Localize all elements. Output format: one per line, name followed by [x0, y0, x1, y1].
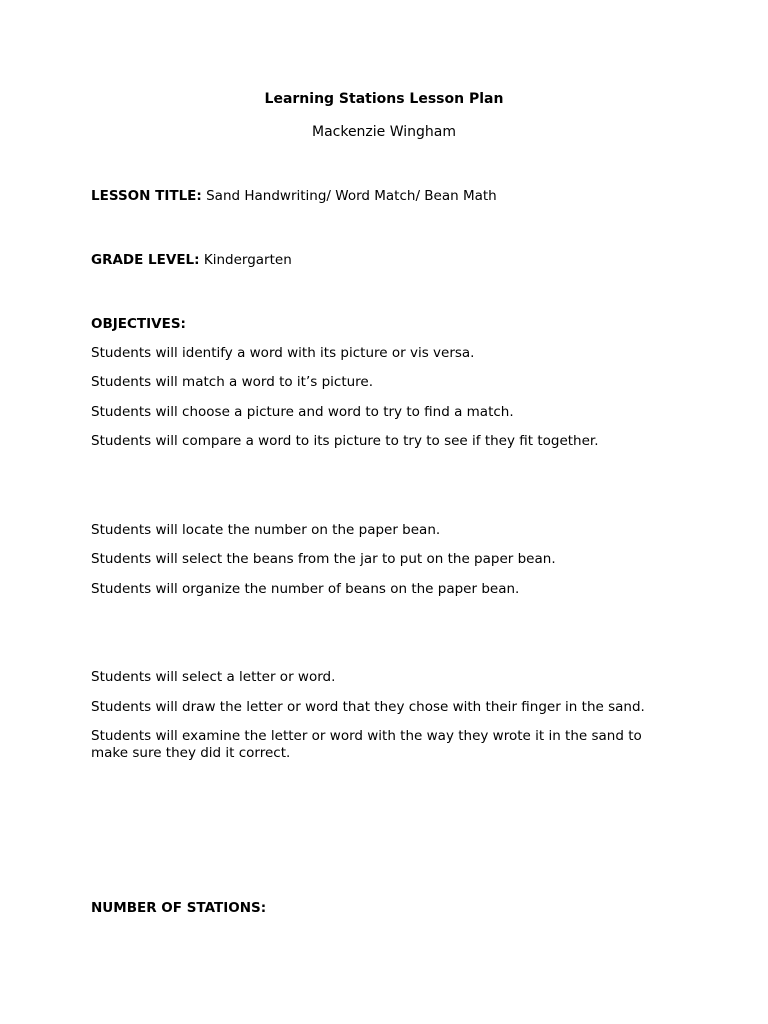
- number-of-stations-heading: NUMBER OF STATIONS:: [91, 900, 267, 916]
- grade-level-line: [91, 252, 671, 269]
- grade-level-value: Kindergarten: [199, 252, 292, 268]
- objective-item: Students will organize the number of beans on the paper bean.: [91, 581, 520, 597]
- lesson-title-line: [91, 188, 671, 205]
- lesson-title-label: LESSON TITLE:: [91, 188, 202, 204]
- objective-item: Students will draw the letter or word that they chose with their finger in the sand.: [91, 699, 645, 715]
- lesson-title-value: Sand Handwriting/ Word Match/ Bean Math: [201, 188, 497, 204]
- objective-item: Students will match a word to it’s picture.: [91, 374, 374, 390]
- document-title: Learning Stations Lesson Plan: [264, 91, 504, 107]
- objective-item: Students will choose a picture and word to try to find a match.: [91, 404, 514, 420]
- objective-item: Students will select the beans from the jar to put on the paper bean.: [91, 551, 556, 567]
- objective-item: Students will compare a word to its picture to try to see if they fit together.: [91, 433, 599, 449]
- objective-item: Students will select a letter or word.: [91, 669, 336, 685]
- grade-level-label: GRADE LEVEL:: [91, 252, 200, 268]
- objectives-heading: OBJECTIVES:: [91, 316, 186, 332]
- objective-item: Students will examine the letter or word with the way they wrote it in the sand to make sure they did it correct.: [91, 728, 642, 761]
- document-author: Mackenzie Wingham: [311, 124, 457, 140]
- objective-item: Students will identify a word with its picture or vis versa.: [91, 345, 475, 361]
- objective-item: Students will locate the number on the paper bean.: [91, 522, 441, 538]
